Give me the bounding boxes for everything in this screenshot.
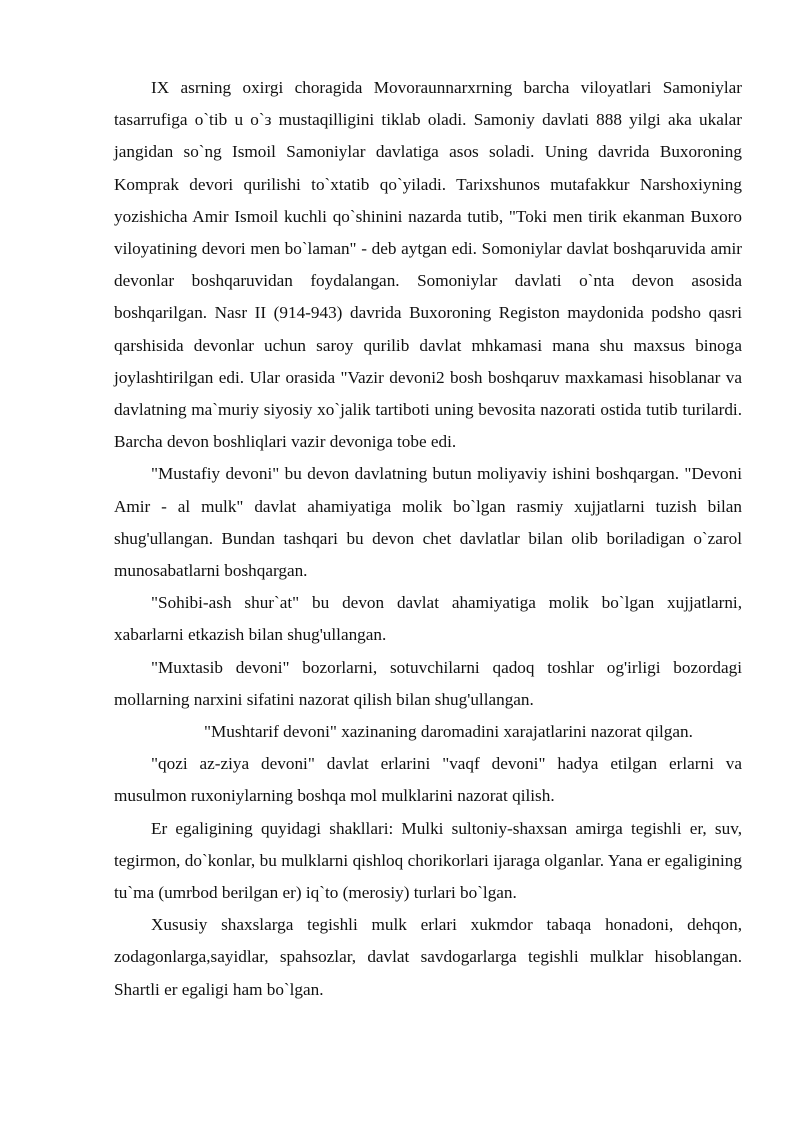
- paragraph-muxtasib-devoni: "Muxtasib devoni" bozorlarni, sotuvchilarni qadoq toshlar og'irligi bozordagi mollarning narxini sifatini nazorat qilish bilan shug'ullangan.: [114, 657, 742, 709]
- paragraph-sohibi-ash-shurat: "Sohibi-ash shur`at" bu devon davlat ahamiyatiga molik bo`lgan xujjatlarni, xabarlarni etkazish bilan shug'ullangan.: [114, 593, 742, 645]
- paragraph-mushtarif-devoni: "Mushtarif devoni" xazinaning daromadini xarajatlarini nazorat qilgan.: [204, 722, 693, 742]
- paragraph-samanids-history: IX asrning oxirgi choragida Movoraunnarxrning barcha viloyatlari Samoniylar tasarrufiga o`tib u o`з mustaqilligini tiklab oladi. Samoniy davlati 888 yilgi aka ukalar jangidan so`ng Ismoil Samoniylar davlatiga asos soladi. Uning davrida Buxoroning Komprak devori qurilishi to`xtatib qo`yiladi. Tarixshunos mutafakkur Narshoxiyning yozishicha Amir Ismoil kuchli qo`shinini nazarda tutib, "Toki men tirik ekanman Buxoro viloyatining devori men bo`laman" - deb aytgan edi. Somoniylar davlat boshqaruvida amir devonlar boshqaruvidan foydalangan. Somoniylar davlati o`nta devon asosida boshqarilgan. Nasr II (914-943) davrida Buxoroning Registon maydonida podsho qasri qarshisida devonlar uchun saroy qurilib davlat mhkamasi mana shu maxsus binoga joylashtirilgan edi. Ular orasida "Vazir devoni2 bosh boshqaruv maxkamasi hisoblanar va davlatning ma`muriy siyosiy xo`jalik tartiboti uning bevosita nazorati ostida tutib turilardi. Barcha devon boshliqlari vazir devoniga tobe edi.: [114, 78, 742, 452]
- paragraph-private-land: Xususiy shaxslarga tegishli mulk erlari xukmdor tabaqa honadoni, dehqon, zodagonlarga,sayidlar, spahsozlar, davlat savdogarlarga tegishli mulklar hisoblangan. Shartli er egaligi ham bo`lgan.: [114, 915, 742, 999]
- paragraph-land-ownership: Er egaligining quyidagi shakllari: Mulki sultoniy-shaxsan amirga tegishli er, suv, tegirmon, do`konlar, bu mulklarni qishloq chorikorlari ijaraga olganlar. Yana er egaligining tu`ma (umrbod berilgan er) iq`to (merosiy) turlari bo`lgan.: [114, 818, 742, 903]
- paragraph-qozi-az-ziya-devoni: "qozi az-ziya devoni" davlat erlarini "vaqf devoni" hadya etilgan erlarni va musulmon ruxoniylarning boshqa mol mulklarini nazorat qilish.: [114, 754, 742, 806]
- paragraph-mustafiy-devoni: "Mustafiy devoni" bu devon davlatning butun moliyaviy ishini boshqargan. "Devoni Amir - al mulk" davlat ahamiyatiga molik bo`lgan rasmiy xujjatlarni tuzish bilan shug'ullangan. Bundan tashqari bu devon chet davlatlar bilan olib boriladigan o`zarol munosabatlarni boshqargan.: [114, 464, 742, 581]
